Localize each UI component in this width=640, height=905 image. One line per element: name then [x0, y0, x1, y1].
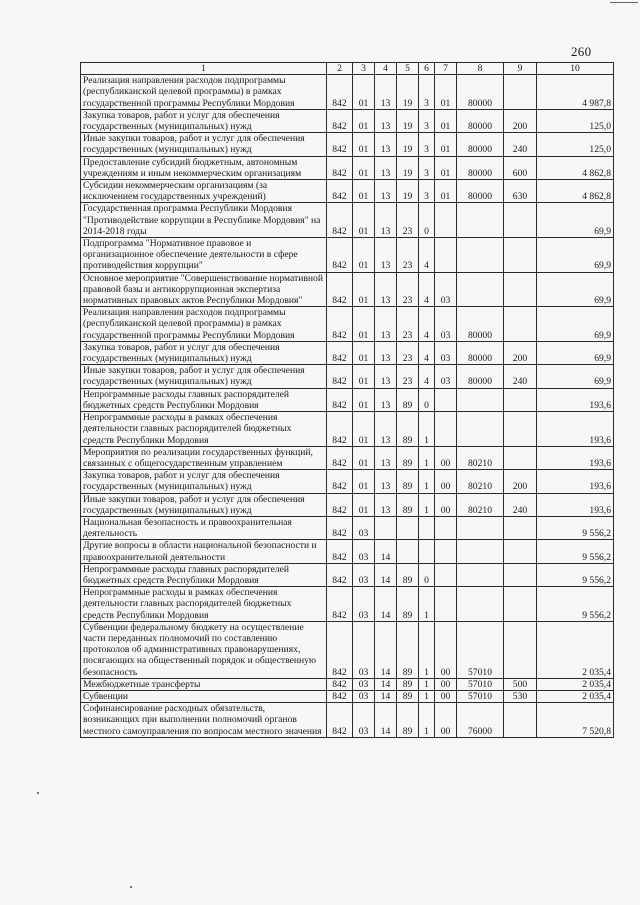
- row-amount: 2 035,4: [537, 690, 614, 702]
- row-code-c4: 13: [375, 272, 397, 307]
- row-code-c2: 842: [327, 238, 353, 273]
- row-code-c8: 57010: [457, 678, 504, 690]
- table-row: [81, 156, 614, 179]
- row-code-c2: 842: [327, 307, 353, 342]
- row-code-c7: 01: [435, 180, 457, 203]
- row-code-c3: 01: [353, 156, 375, 179]
- column-header: 9: [504, 63, 537, 75]
- row-code-c8: [457, 563, 504, 586]
- row-code-c9: [504, 412, 537, 447]
- row-code-c3: 03: [353, 587, 375, 622]
- row-code-c2: 842: [327, 203, 353, 238]
- row-code-c6: 1: [419, 493, 435, 516]
- row-amount: 9 556,2: [537, 587, 614, 622]
- scan-speck: [130, 886, 132, 888]
- row-code-c8: [457, 238, 504, 273]
- row-code-c9: 200: [504, 470, 537, 493]
- row-code-c9: [504, 587, 537, 622]
- row-code-c5: 89: [397, 412, 419, 447]
- row-code-c4: 13: [375, 470, 397, 493]
- row-code-c2: 842: [327, 365, 353, 388]
- row-description: Национальная безопасность и правоохранительная деятельность: [81, 516, 327, 539]
- table-row: [81, 412, 614, 447]
- row-code-c6: 3: [419, 156, 435, 179]
- row-code-c5: 89: [397, 621, 419, 678]
- table-row: [81, 493, 614, 516]
- row-code-c2: 842: [327, 703, 353, 738]
- row-code-c9: 600: [504, 156, 537, 179]
- row-description: Предоставление субсидий бюджетным, автономным учреждениям и иным некоммерческим организациям: [81, 156, 327, 179]
- row-code-c9: [504, 238, 537, 273]
- row-code-c8: [457, 516, 504, 539]
- row-code-c9: [504, 388, 537, 411]
- row-code-c7: [435, 563, 457, 586]
- row-code-c8: 80000: [457, 365, 504, 388]
- row-description: Основное мероприятие "Совершенствование нормативной правовой базы и антикоррупционная экспертиза нормативных правовых актов Республики Мордовия": [81, 272, 327, 307]
- row-code-c7: 01: [435, 109, 457, 132]
- row-description: Закупка товаров, работ и услуг для обеспечения государственных (муниципальных) нужд: [81, 109, 327, 132]
- row-description: Государственная программа Республики Мордовия "Противодействие коррупции в Республике Мордовия" на 2014-2018 годы: [81, 203, 327, 238]
- row-code-c2: 842: [327, 156, 353, 179]
- row-code-c8: 80000: [457, 156, 504, 179]
- row-code-c7: 01: [435, 156, 457, 179]
- row-code-c5: 89: [397, 493, 419, 516]
- row-code-c3: 01: [353, 238, 375, 273]
- header-row: [81, 63, 614, 75]
- row-code-c4: 14: [375, 587, 397, 622]
- row-code-c5: 19: [397, 180, 419, 203]
- row-code-c6: 4: [419, 365, 435, 388]
- row-code-c3: 01: [353, 365, 375, 388]
- table-row: [81, 238, 614, 273]
- row-amount: 193,6: [537, 388, 614, 411]
- row-code-c7: 00: [435, 621, 457, 678]
- row-code-c6: 3: [419, 133, 435, 156]
- row-description: Иные закупки товаров, работ и услуг для обеспечения государственных (муниципальных) нужд: [81, 365, 327, 388]
- row-code-c4: 13: [375, 180, 397, 203]
- row-code-c9: [504, 621, 537, 678]
- row-code-c9: [504, 203, 537, 238]
- row-code-c5: 89: [397, 563, 419, 586]
- row-amount: 4 862,8: [537, 180, 614, 203]
- row-code-c6: 1: [419, 470, 435, 493]
- row-description: Софинансирование расходных обязательств, возникающих при выполнении полномочий органов местного самоуправления по вопросам местного значения: [81, 703, 327, 738]
- row-code-c2: 842: [327, 690, 353, 702]
- row-code-c3: 03: [353, 516, 375, 539]
- row-code-c2: 842: [327, 109, 353, 132]
- row-code-c4: 13: [375, 203, 397, 238]
- row-code-c9: 530: [504, 690, 537, 702]
- row-code-c5: [397, 540, 419, 563]
- row-code-c2: 842: [327, 133, 353, 156]
- row-code-c4: 13: [375, 156, 397, 179]
- row-code-c8: [457, 587, 504, 622]
- row-amount: 69,9: [537, 341, 614, 364]
- row-code-c3: 03: [353, 621, 375, 678]
- row-code-c8: 57010: [457, 621, 504, 678]
- row-description: Другие вопросы в области национальной безопасности и правоохранительной деятельности: [81, 540, 327, 563]
- row-code-c6: 3: [419, 180, 435, 203]
- row-code-c6: 4: [419, 272, 435, 307]
- row-code-c6: 0: [419, 563, 435, 586]
- table-row: [81, 341, 614, 364]
- row-code-c4: 13: [375, 365, 397, 388]
- row-amount: 193,6: [537, 446, 614, 469]
- row-amount: 9 556,2: [537, 516, 614, 539]
- row-code-c9: [504, 446, 537, 469]
- row-code-c4: 14: [375, 540, 397, 563]
- row-code-c5: 23: [397, 365, 419, 388]
- table-body: [81, 75, 614, 738]
- row-amount: 69,9: [537, 365, 614, 388]
- row-code-c7: 03: [435, 307, 457, 342]
- budget-table: [80, 62, 614, 738]
- row-code-c5: 23: [397, 203, 419, 238]
- row-code-c6: 1: [419, 703, 435, 738]
- column-header: 3: [353, 63, 375, 75]
- row-code-c5: 19: [397, 156, 419, 179]
- row-code-c9: 200: [504, 109, 537, 132]
- row-code-c7: 03: [435, 365, 457, 388]
- row-code-c6: 0: [419, 388, 435, 411]
- column-header: 6: [419, 63, 435, 75]
- row-code-c4: 14: [375, 703, 397, 738]
- row-code-c2: 842: [327, 587, 353, 622]
- row-code-c6: 1: [419, 678, 435, 690]
- row-code-c3: 03: [353, 703, 375, 738]
- row-code-c2: 842: [327, 678, 353, 690]
- row-code-c6: [419, 516, 435, 539]
- row-code-c5: 19: [397, 109, 419, 132]
- row-amount: 4 987,8: [537, 75, 614, 110]
- row-code-c7: [435, 516, 457, 539]
- row-code-c4: 13: [375, 446, 397, 469]
- row-code-c2: 842: [327, 272, 353, 307]
- column-header: 1: [81, 63, 327, 75]
- row-code-c2: 842: [327, 540, 353, 563]
- row-code-c9: 240: [504, 493, 537, 516]
- row-code-c9: [504, 516, 537, 539]
- row-code-c7: 01: [435, 133, 457, 156]
- row-code-c4: [375, 516, 397, 539]
- row-code-c6: 4: [419, 307, 435, 342]
- row-code-c3: 03: [353, 540, 375, 563]
- row-code-c3: 01: [353, 412, 375, 447]
- row-amount: 9 556,2: [537, 563, 614, 586]
- table-row: [81, 109, 614, 132]
- row-code-c7: [435, 412, 457, 447]
- table-row: [81, 203, 614, 238]
- row-code-c4: 13: [375, 238, 397, 273]
- row-code-c7: 03: [435, 341, 457, 364]
- row-code-c8: 80210: [457, 493, 504, 516]
- row-code-c3: 01: [353, 180, 375, 203]
- row-code-c4: 13: [375, 412, 397, 447]
- row-code-c6: 3: [419, 75, 435, 110]
- row-code-c2: 842: [327, 470, 353, 493]
- row-code-c4: 13: [375, 133, 397, 156]
- row-code-c9: 240: [504, 133, 537, 156]
- row-amount: 125,0: [537, 109, 614, 132]
- row-description: Закупка товаров, работ и услуг для обеспечения государственных (муниципальных) нужд: [81, 341, 327, 364]
- row-code-c8: 80000: [457, 180, 504, 203]
- row-code-c3: 01: [353, 493, 375, 516]
- row-code-c6: 1: [419, 621, 435, 678]
- row-amount: 193,6: [537, 412, 614, 447]
- row-code-c8: [457, 272, 504, 307]
- row-code-c5: 19: [397, 133, 419, 156]
- row-code-c8: 57010: [457, 690, 504, 702]
- column-header: 10: [537, 63, 614, 75]
- row-code-c9: 500: [504, 678, 537, 690]
- table-row: [81, 75, 614, 110]
- row-code-c5: 89: [397, 388, 419, 411]
- scan-speck: [37, 792, 39, 794]
- row-code-c6: [419, 540, 435, 563]
- row-code-c3: 03: [353, 678, 375, 690]
- row-description: Субсидии некоммерческим организациям (за исключением государственных учреждений): [81, 180, 327, 203]
- table-row: [81, 621, 614, 678]
- row-description: Непрограммные расходы в рамках обеспечения деятельности главных распорядителей бюджетных средств Республики Мордовия: [81, 412, 327, 447]
- row-amount: 2 035,4: [537, 678, 614, 690]
- row-description: Иные закупки товаров, работ и услуг для обеспечения государственных (муниципальных) нужд: [81, 493, 327, 516]
- row-code-c4: 14: [375, 678, 397, 690]
- table-row: [81, 540, 614, 563]
- row-code-c4: 13: [375, 388, 397, 411]
- row-code-c4: 13: [375, 341, 397, 364]
- row-code-c4: 14: [375, 563, 397, 586]
- row-code-c8: 76000: [457, 703, 504, 738]
- table-row: [81, 272, 614, 307]
- scan-edge-mark: [610, 2, 638, 3]
- row-description: Непрограммные расходы в рамках обеспечения деятельности главных распорядителей бюджетных средств Республики Мордовия: [81, 587, 327, 622]
- row-code-c7: [435, 587, 457, 622]
- table-row: [81, 446, 614, 469]
- row-description: Межбюджетные трансферты: [81, 678, 327, 690]
- row-code-c2: 842: [327, 446, 353, 469]
- row-description: Закупка товаров, работ и услуг для обеспечения государственных (муниципальных) нужд: [81, 470, 327, 493]
- row-description: Иные закупки товаров, работ и услуг для обеспечения государственных (муниципальных) нужд: [81, 133, 327, 156]
- column-header: 4: [375, 63, 397, 75]
- row-code-c6: 1: [419, 690, 435, 702]
- row-code-c8: [457, 388, 504, 411]
- row-description: Реализация направления расходов подпрограммы (республиканской целевой программы) в рамках государственной программы Республики Мордовия: [81, 307, 327, 342]
- table-row: [81, 388, 614, 411]
- column-header: 8: [457, 63, 504, 75]
- row-description: Подпрограмма "Нормативное правовое и организационное обеспечение деятельности в сфере противодействия коррупции": [81, 238, 327, 273]
- row-code-c7: 00: [435, 493, 457, 516]
- row-code-c2: 842: [327, 412, 353, 447]
- row-code-c2: 842: [327, 493, 353, 516]
- row-code-c3: 01: [353, 446, 375, 469]
- row-amount: 9 556,2: [537, 540, 614, 563]
- row-code-c7: 00: [435, 446, 457, 469]
- row-amount: 69,9: [537, 238, 614, 273]
- row-code-c7: [435, 540, 457, 563]
- row-amount: 7 520,8: [537, 703, 614, 738]
- row-amount: 69,9: [537, 307, 614, 342]
- row-code-c4: 13: [375, 109, 397, 132]
- row-code-c6: 1: [419, 446, 435, 469]
- row-description: Непрограммные расходы главных распорядителей бюджетных средств Республики Мордовия: [81, 563, 327, 586]
- row-code-c8: 80000: [457, 75, 504, 110]
- row-code-c9: 200: [504, 341, 537, 364]
- row-description: Реализация направления расходов подпрограммы (республиканской целевой программы) в рамках государственной программы Республики Мордовия: [81, 75, 327, 110]
- row-code-c5: 89: [397, 690, 419, 702]
- row-code-c7: 00: [435, 690, 457, 702]
- row-code-c7: 00: [435, 470, 457, 493]
- row-code-c9: [504, 272, 537, 307]
- row-code-c2: 842: [327, 516, 353, 539]
- row-code-c8: 80210: [457, 446, 504, 469]
- row-code-c7: 00: [435, 703, 457, 738]
- row-code-c5: 23: [397, 238, 419, 273]
- row-code-c7: 03: [435, 272, 457, 307]
- row-code-c5: 89: [397, 703, 419, 738]
- column-header: 5: [397, 63, 419, 75]
- row-code-c3: 03: [353, 690, 375, 702]
- table-row: [81, 563, 614, 586]
- row-code-c5: 89: [397, 446, 419, 469]
- table-row: [81, 133, 614, 156]
- row-code-c6: 4: [419, 238, 435, 273]
- row-code-c5: 89: [397, 678, 419, 690]
- row-amount: 2 035,4: [537, 621, 614, 678]
- table-row: [81, 703, 614, 738]
- row-code-c2: 842: [327, 621, 353, 678]
- row-code-c4: 14: [375, 690, 397, 702]
- row-code-c9: 240: [504, 365, 537, 388]
- row-description: Мероприятия по реализации государственных функций, связанных с общегосударственным управлением: [81, 446, 327, 469]
- row-amount: 193,6: [537, 470, 614, 493]
- row-code-c5: 23: [397, 307, 419, 342]
- row-code-c9: [504, 540, 537, 563]
- row-code-c3: 01: [353, 388, 375, 411]
- row-code-c7: [435, 238, 457, 273]
- row-code-c9: [504, 75, 537, 110]
- row-description: Субвенции: [81, 690, 327, 702]
- row-amount: 4 862,8: [537, 156, 614, 179]
- table-row: [81, 180, 614, 203]
- row-code-c3: 01: [353, 470, 375, 493]
- page-number: 260: [571, 44, 592, 59]
- row-amount: 193,6: [537, 493, 614, 516]
- table-row: [81, 470, 614, 493]
- row-code-c8: [457, 412, 504, 447]
- table-row: [81, 516, 614, 539]
- row-amount: 125,0: [537, 133, 614, 156]
- row-code-c7: [435, 388, 457, 411]
- table-row: [81, 678, 614, 690]
- row-code-c3: 01: [353, 203, 375, 238]
- row-code-c5: 23: [397, 272, 419, 307]
- row-description: Субвенции федеральному бюджету на осуществление части переданных полномочий по составлению протоколов об административных правонарушениях, посягающих на общественный порядок и общественную безопасность: [81, 621, 327, 678]
- row-code-c3: 01: [353, 133, 375, 156]
- row-code-c9: [504, 703, 537, 738]
- row-code-c4: 13: [375, 307, 397, 342]
- row-code-c7: 00: [435, 678, 457, 690]
- row-code-c6: 3: [419, 109, 435, 132]
- row-code-c2: 842: [327, 341, 353, 364]
- row-code-c3: 03: [353, 563, 375, 586]
- column-header: 2: [327, 63, 353, 75]
- row-code-c3: 01: [353, 307, 375, 342]
- row-code-c4: 13: [375, 493, 397, 516]
- row-code-c5: 19: [397, 75, 419, 110]
- table-row: [81, 365, 614, 388]
- row-code-c5: [397, 516, 419, 539]
- row-amount: 69,9: [537, 203, 614, 238]
- row-code-c4: 14: [375, 621, 397, 678]
- row-code-c2: 842: [327, 75, 353, 110]
- table-row: [81, 690, 614, 702]
- row-description: Непрограммные расходы главных распорядителей бюджетных средств Республики Мордовия: [81, 388, 327, 411]
- row-code-c3: 01: [353, 75, 375, 110]
- row-code-c9: [504, 307, 537, 342]
- row-code-c8: 80000: [457, 341, 504, 364]
- row-code-c7: 01: [435, 75, 457, 110]
- row-code-c5: 89: [397, 587, 419, 622]
- row-code-c9: 630: [504, 180, 537, 203]
- column-header: 7: [435, 63, 457, 75]
- row-code-c3: 01: [353, 341, 375, 364]
- row-code-c2: 842: [327, 180, 353, 203]
- row-code-c3: 01: [353, 109, 375, 132]
- row-code-c3: 01: [353, 272, 375, 307]
- row-code-c4: 13: [375, 75, 397, 110]
- row-code-c2: 842: [327, 388, 353, 411]
- row-code-c5: 89: [397, 470, 419, 493]
- row-code-c6: 1: [419, 587, 435, 622]
- table-row: [81, 307, 614, 342]
- table-row: [81, 587, 614, 622]
- row-code-c6: 1: [419, 412, 435, 447]
- row-code-c7: [435, 203, 457, 238]
- row-code-c8: 80210: [457, 470, 504, 493]
- row-code-c8: 80000: [457, 133, 504, 156]
- row-code-c8: 80000: [457, 109, 504, 132]
- row-code-c8: [457, 540, 504, 563]
- row-code-c8: 80000: [457, 307, 504, 342]
- row-amount: 69,9: [537, 272, 614, 307]
- row-code-c9: [504, 563, 537, 586]
- row-code-c6: 4: [419, 341, 435, 364]
- row-code-c8: [457, 203, 504, 238]
- row-code-c2: 842: [327, 563, 353, 586]
- row-code-c6: 0: [419, 203, 435, 238]
- row-code-c5: 23: [397, 341, 419, 364]
